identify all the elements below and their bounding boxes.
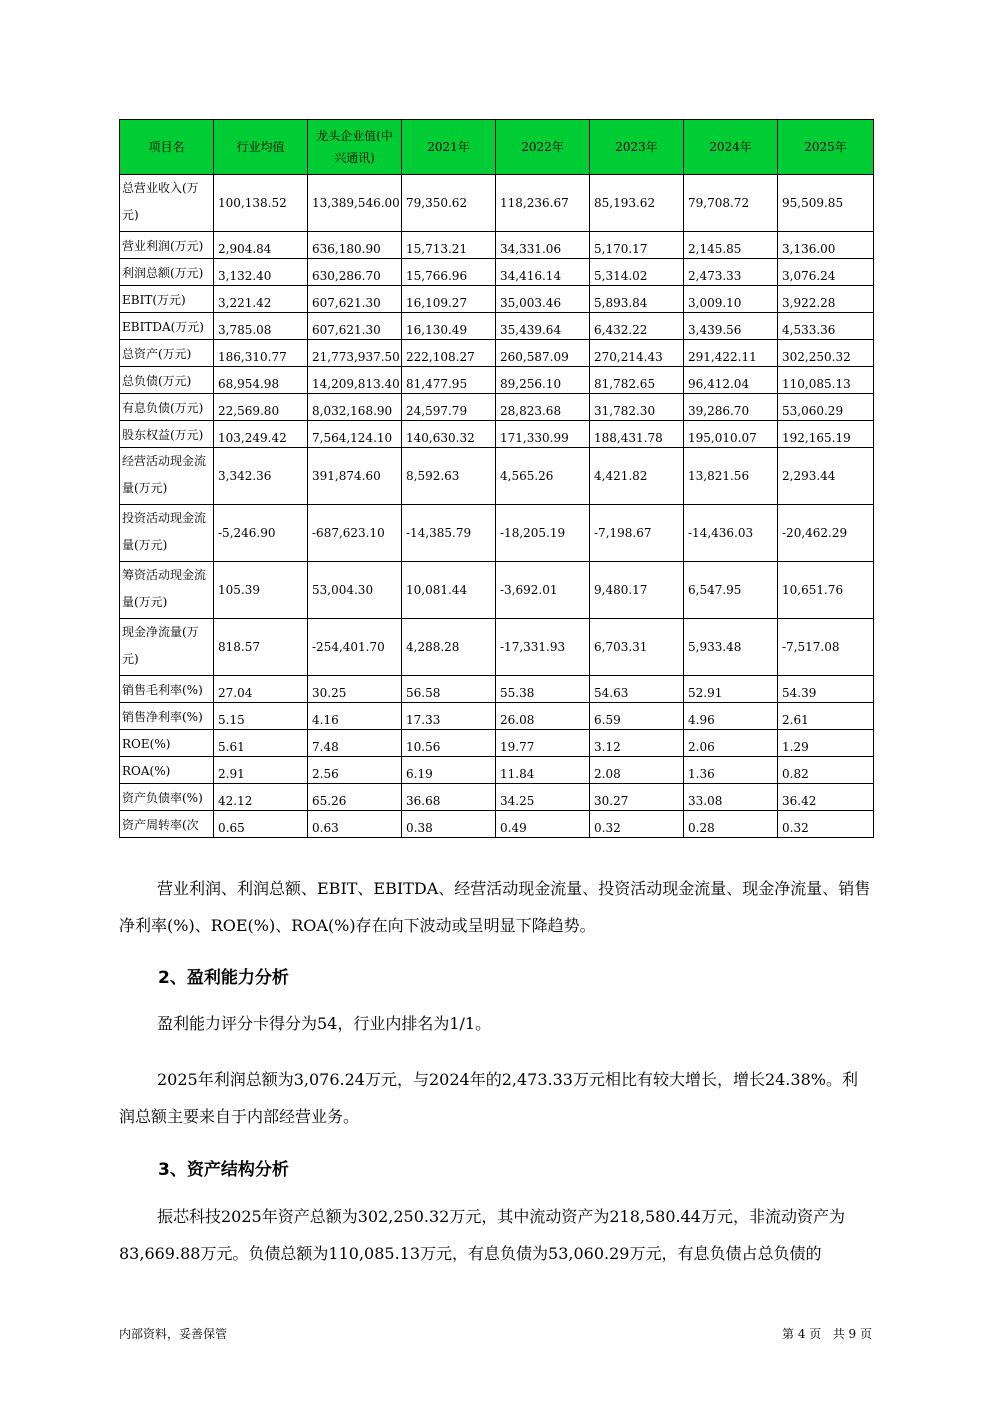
table-cell: 28,823.68 (496, 394, 590, 421)
table-cell: 17.33 (402, 703, 496, 730)
table-header-cell: 2021年 (402, 120, 496, 175)
row-label: 销售毛利率(%) (120, 676, 214, 703)
table-cell: 7.48 (308, 730, 402, 757)
row-label: 现金净流量(万元) (120, 619, 214, 676)
table-cell: 607,621.30 (308, 313, 402, 340)
table-cell: -14,385.79 (402, 505, 496, 562)
table-cell: 0.49 (496, 811, 590, 838)
table-row (120, 730, 874, 757)
row-label: 筹资活动现金流量(万元) (120, 562, 214, 619)
table-cell: 52.91 (684, 676, 778, 703)
row-label: 营业利润(万元) (120, 232, 214, 259)
table-cell: 4.96 (684, 703, 778, 730)
table-cell: -3,692.01 (496, 562, 590, 619)
table-cell: 2.61 (778, 703, 874, 730)
table-cell: 0.28 (684, 811, 778, 838)
table-cell: 35,439.64 (496, 313, 590, 340)
table-row (120, 703, 874, 730)
table-cell: 36.68 (402, 784, 496, 811)
table-cell: 2.91 (214, 757, 308, 784)
table-row (120, 367, 874, 394)
table-cell: 302,250.32 (778, 340, 874, 367)
row-label: 股东权益(万元) (120, 421, 214, 448)
table-row (120, 421, 874, 448)
profit-paragraph: 2025年利润总额为3,076.24万元，与2024年的2,473.33万元相比有较大增长，增长24.38%。利润总额主要来自于内部经营业务。 (119, 1070, 858, 1126)
table-cell: 81,782.65 (590, 367, 684, 394)
table-cell: 8,592.63 (402, 448, 496, 505)
table-header-row (120, 120, 874, 175)
table-cell: 6,547.95 (684, 562, 778, 619)
table-cell: 3,439.56 (684, 313, 778, 340)
table-cell: 0.65 (214, 811, 308, 838)
table-cell: 79,708.72 (684, 175, 778, 232)
table-row (120, 286, 874, 313)
row-label: 有息负债(万元) (120, 394, 214, 421)
table-cell: 3,922.28 (778, 286, 874, 313)
table-cell: 222,108.27 (402, 340, 496, 367)
table-cell: 5,170.17 (590, 232, 684, 259)
table-cell: 95,509.85 (778, 175, 874, 232)
table-cell: 110,085.13 (778, 367, 874, 394)
table-cell: 4,288.28 (402, 619, 496, 676)
table-cell: 2,293.44 (778, 448, 874, 505)
table-cell: 630,286.70 (308, 259, 402, 286)
table-cell: 4.16 (308, 703, 402, 730)
row-label: 资产周转率(次 (120, 811, 214, 838)
table-cell: 2.56 (308, 757, 402, 784)
table-row (120, 562, 874, 619)
table-cell: 3,132.40 (214, 259, 308, 286)
table-row (120, 784, 874, 811)
table-cell: 3.12 (590, 730, 684, 757)
table-cell: 39,286.70 (684, 394, 778, 421)
table-header-cell: 行业均值 (214, 120, 308, 175)
row-label: 经营活动现金流量(万元) (120, 448, 214, 505)
table-cell: 89,256.10 (496, 367, 590, 394)
table-cell: -254,401.70 (308, 619, 402, 676)
table-cell: 10.56 (402, 730, 496, 757)
table-cell: 105.39 (214, 562, 308, 619)
table-cell: 65.26 (308, 784, 402, 811)
table-cell: 6,703.31 (590, 619, 684, 676)
table-cell: 9,480.17 (590, 562, 684, 619)
table-cell: 4,565.26 (496, 448, 590, 505)
table-cell: 13,389,546.00 (308, 175, 402, 232)
table-cell: 118,236.67 (496, 175, 590, 232)
table-cell: 103,249.42 (214, 421, 308, 448)
table-cell: 195,010.07 (684, 421, 778, 448)
table-cell: 3,136.00 (778, 232, 874, 259)
table-cell: 0.32 (590, 811, 684, 838)
row-label: 总资产(万元) (120, 340, 214, 367)
table-cell: 10,651.76 (778, 562, 874, 619)
table-cell: 36.42 (778, 784, 874, 811)
table-cell: 15,713.21 (402, 232, 496, 259)
table-cell: -20,462.29 (778, 505, 874, 562)
table-cell: 10,081.44 (402, 562, 496, 619)
table-row (120, 757, 874, 784)
row-label: 销售净利率(%) (120, 703, 214, 730)
table-cell: -7,517.08 (778, 619, 874, 676)
row-label: 资产负债率(%) (120, 784, 214, 811)
table-cell: 15,766.96 (402, 259, 496, 286)
table-cell: 5,933.48 (684, 619, 778, 676)
table-cell: 24,597.79 (402, 394, 496, 421)
table-cell: 53,004.30 (308, 562, 402, 619)
table-row (120, 394, 874, 421)
table-cell: 8,032,168.90 (308, 394, 402, 421)
table-cell: 31,782.30 (590, 394, 684, 421)
table-cell: 171,330.99 (496, 421, 590, 448)
table-cell: 3,076.24 (778, 259, 874, 286)
row-label: EBIT(万元) (120, 286, 214, 313)
table-cell: 53,060.29 (778, 394, 874, 421)
table-cell: 2.08 (590, 757, 684, 784)
table-cell: 7,564,124.10 (308, 421, 402, 448)
row-label: EBITDA(万元) (120, 313, 214, 340)
table-cell: 6.59 (590, 703, 684, 730)
table-cell: 5.15 (214, 703, 308, 730)
table-cell: 54.63 (590, 676, 684, 703)
table-cell: 81,477.95 (402, 367, 496, 394)
table-row (120, 259, 874, 286)
table-header-cell: 2022年 (496, 120, 590, 175)
table-row (120, 448, 874, 505)
table-cell: 1.36 (684, 757, 778, 784)
assets-paragraph: 振芯科技2025年资产总额为302,250.32万元，其中流动资产为218,580.44万元，非流动资产为83,669.88万元。负债总额为110,085.13万元，有息负债为53,060.29万元，有息负债占总负债的 (119, 1207, 845, 1263)
table-cell: 34,331.06 (496, 232, 590, 259)
table-cell: 607,621.30 (308, 286, 402, 313)
table-cell: 6.19 (402, 757, 496, 784)
row-label: 投资活动现金流量(万元) (120, 505, 214, 562)
row-label: 总营业收入(万元) (120, 175, 214, 232)
table-cell: 0.32 (778, 811, 874, 838)
table-cell: 33.08 (684, 784, 778, 811)
table-cell: 291,422.11 (684, 340, 778, 367)
table-cell: -14,436.03 (684, 505, 778, 562)
table-row (120, 232, 874, 259)
table-cell: 0.38 (402, 811, 496, 838)
row-label: 总负债(万元) (120, 367, 214, 394)
table-cell: 0.63 (308, 811, 402, 838)
row-label: ROA(%) (120, 757, 214, 784)
table-row (120, 505, 874, 562)
footer-confidential-note: 内部资料，妥善保管 (119, 1327, 228, 1341)
table-cell: 270,214.43 (590, 340, 684, 367)
table-cell: 68,954.98 (214, 367, 308, 394)
table-cell: 34,416.14 (496, 259, 590, 286)
table-cell: 27.04 (214, 676, 308, 703)
table-cell: 16,130.49 (402, 313, 496, 340)
table-cell: 186,310.77 (214, 340, 308, 367)
table-cell: 79,350.62 (402, 175, 496, 232)
section-heading-profitability: 2、盈利能力分析 (158, 968, 289, 988)
table-cell: 4,533.36 (778, 313, 874, 340)
table-cell: 2,473.33 (684, 259, 778, 286)
trend-paragraph: 营业利润、利润总额、EBIT、EBITDA、经营活动现金流量、投资活动现金流量、现金净流量、销售净利率(%)、ROE(%)、ROA(%)存在向下波动或呈明显下降趋势。 (119, 879, 871, 935)
table-cell: 188,431.78 (590, 421, 684, 448)
table-row (120, 811, 874, 838)
table-cell: 6,432.22 (590, 313, 684, 340)
table-cell: 2.06 (684, 730, 778, 757)
table-cell: 42.12 (214, 784, 308, 811)
table-cell: 0.82 (778, 757, 874, 784)
table-cell: 30.27 (590, 784, 684, 811)
table-cell: 5,314.02 (590, 259, 684, 286)
table-cell: 5.61 (214, 730, 308, 757)
table-cell: 56.58 (402, 676, 496, 703)
table-cell: 260,587.09 (496, 340, 590, 367)
table-header-cell: 2023年 (590, 120, 684, 175)
table-row (120, 340, 874, 367)
table-cell: 19.77 (496, 730, 590, 757)
table-cell: 3,342.36 (214, 448, 308, 505)
table-row (120, 313, 874, 340)
table-cell: 26.08 (496, 703, 590, 730)
row-label: ROE(%) (120, 730, 214, 757)
table-cell: 54.39 (778, 676, 874, 703)
footer-page-number: 第 4 页 共 9 页 (782, 1327, 872, 1341)
table-cell: 13,821.56 (684, 448, 778, 505)
table-cell: 85,193.62 (590, 175, 684, 232)
table-row (120, 619, 874, 676)
score-paragraph: 盈利能力评分卡得分为54，行业内排名为1/1。 (157, 1014, 492, 1033)
table-cell: -687,623.10 (308, 505, 402, 562)
table-cell: 4,421.82 (590, 448, 684, 505)
table-cell: -17,331.93 (496, 619, 590, 676)
table-cell: 100,138.52 (214, 175, 308, 232)
table-cell: 11.84 (496, 757, 590, 784)
table-cell: 14,209,813.40 (308, 367, 402, 394)
table-row (120, 676, 874, 703)
table-cell: 3,009.10 (684, 286, 778, 313)
table-cell: -5,246.90 (214, 505, 308, 562)
table-body (120, 175, 874, 838)
table-cell: 818.57 (214, 619, 308, 676)
table-cell: 96,412.04 (684, 367, 778, 394)
table-cell: 3,221.42 (214, 286, 308, 313)
table-header-cell: 龙头企业值(中兴通讯) (308, 120, 402, 175)
table-cell: -18,205.19 (496, 505, 590, 562)
table-cell: 34.25 (496, 784, 590, 811)
table-header-cell: 2025年 (778, 120, 874, 175)
table-cell: 22,569.80 (214, 394, 308, 421)
table-cell: 636,180.90 (308, 232, 402, 259)
table-cell: 140,630.32 (402, 421, 496, 448)
section-heading-asset-structure: 3、资产结构分析 (158, 1160, 289, 1180)
table-header-cell: 2024年 (684, 120, 778, 175)
table-cell: 21,773,937.50 (308, 340, 402, 367)
table-cell: 2,904.84 (214, 232, 308, 259)
table-header-cell: 项目名 (120, 120, 214, 175)
table-cell: 391,874.60 (308, 448, 402, 505)
table-cell: 2,145.85 (684, 232, 778, 259)
table-cell: 30.25 (308, 676, 402, 703)
table-cell: 3,785.08 (214, 313, 308, 340)
table-cell: 192,165.19 (778, 421, 874, 448)
table-cell: 16,109.27 (402, 286, 496, 313)
table-cell: 1.29 (778, 730, 874, 757)
table-cell: -7,198.67 (590, 505, 684, 562)
row-label: 利润总额(万元) (120, 259, 214, 286)
table-cell: 5,893.84 (590, 286, 684, 313)
table-cell: 55.38 (496, 676, 590, 703)
financial-table (119, 119, 874, 838)
table-cell: 35,003.46 (496, 286, 590, 313)
table-row (120, 175, 874, 232)
